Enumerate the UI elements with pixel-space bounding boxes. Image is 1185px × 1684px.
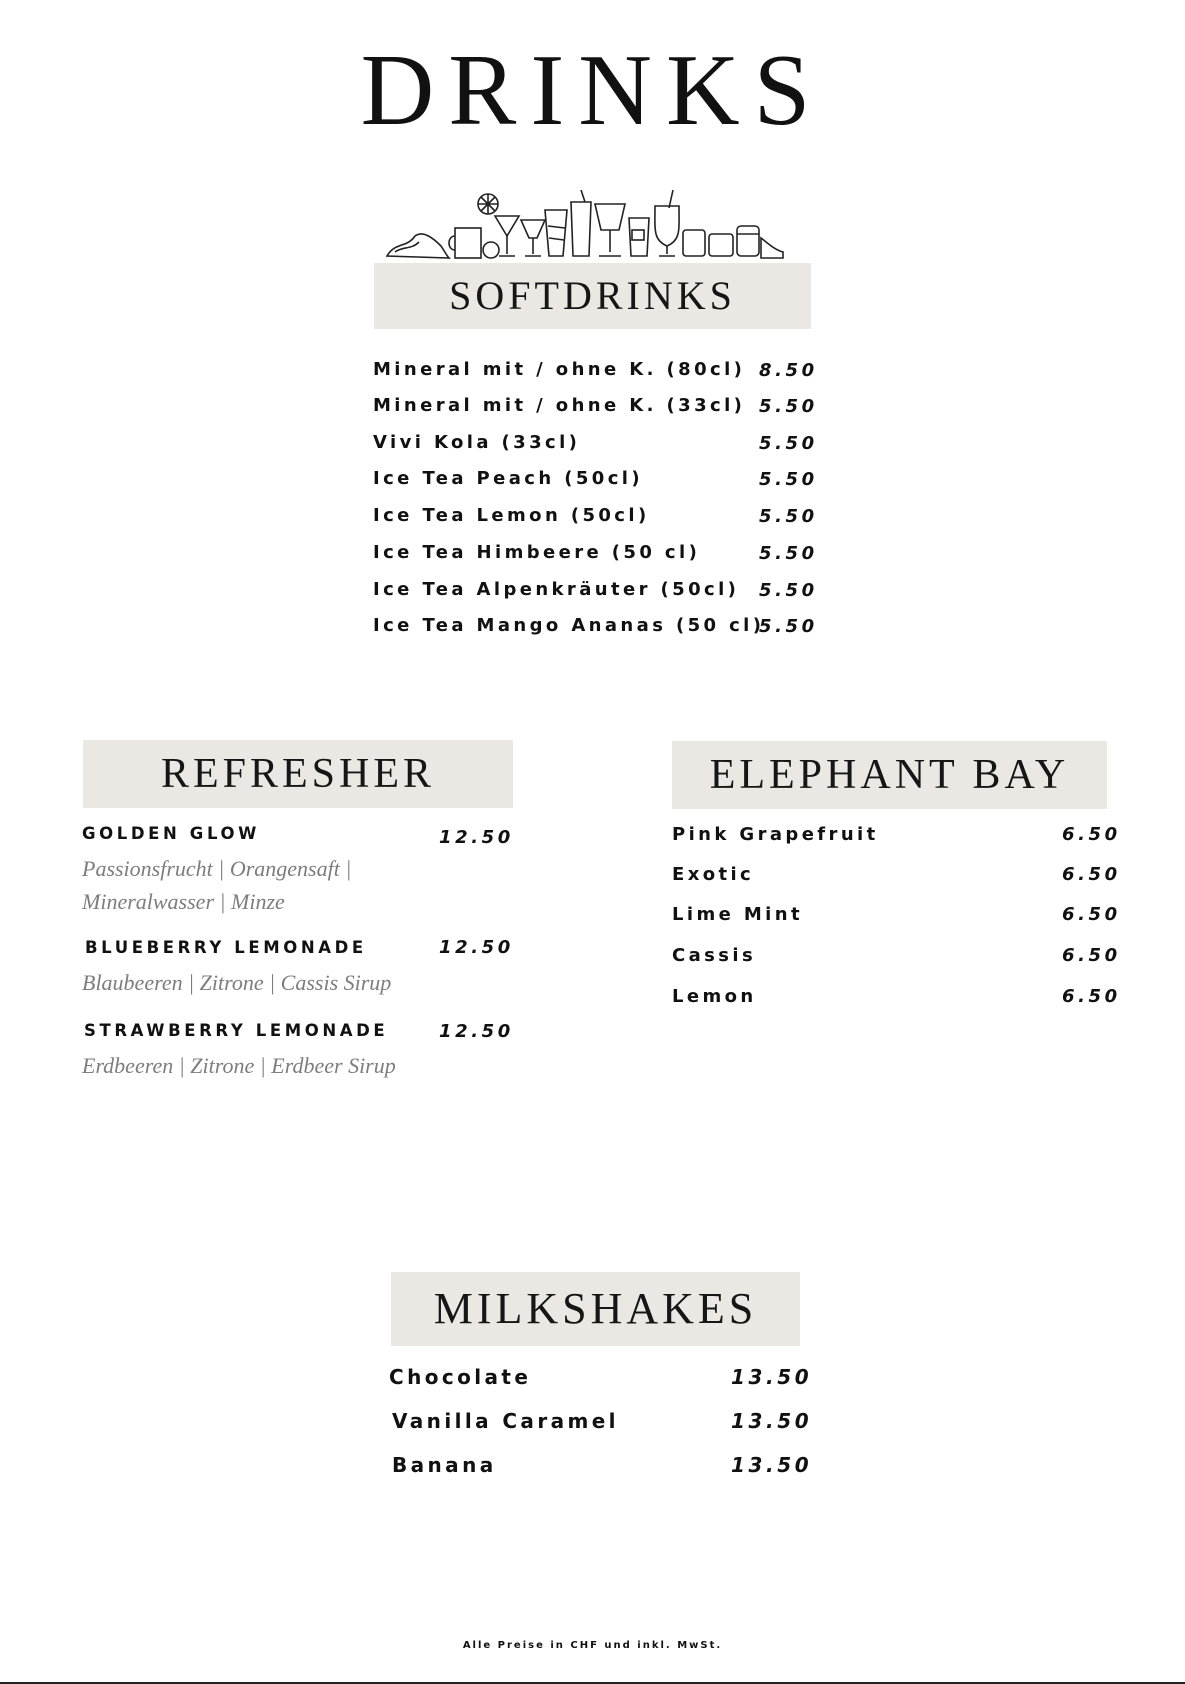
list-item-price: 6.50 <box>1062 824 1121 845</box>
list-item-name: Vanilla Caramel <box>392 1409 619 1433</box>
list-item-name: Ice Tea Peach (50cl) <box>373 468 643 489</box>
list-item-name: Exotic <box>672 864 755 885</box>
list-item-price: 5.50 <box>759 506 818 527</box>
list-item-description: Passionsfrucht | Orangensaft | <box>82 856 352 881</box>
list-item-name: Ice Tea Alpenkräuter (50cl) <box>373 579 740 600</box>
list-item-description: Mineralwasser | Minze <box>82 889 285 914</box>
list-item-price: 6.50 <box>1062 904 1121 925</box>
list-item-name: Ice Tea Mango Ananas (50 cl) <box>373 615 765 636</box>
list-item-price: 12.50 <box>439 937 514 958</box>
list-item-price: 12.50 <box>439 827 514 848</box>
milkshakes-heading: MILKSHAKES <box>391 1272 800 1346</box>
list-item-price: 6.50 <box>1062 864 1121 885</box>
list-item-price: 12.50 <box>439 1021 514 1042</box>
list-item-price: 6.50 <box>1062 945 1121 966</box>
list-item-price: 5.50 <box>759 580 818 601</box>
list-item-name: Lemon <box>672 986 757 1007</box>
list-item-name: Chocolate <box>389 1365 532 1389</box>
list-item-name: Mineral mit / ohne K. (80cl) <box>373 359 746 380</box>
list-item-price: 5.50 <box>759 396 818 417</box>
list-item-price: 5.50 <box>759 616 818 637</box>
softdrinks-heading: SOFTDRINKS <box>374 263 811 329</box>
list-item-name: Lime Mint <box>672 904 803 925</box>
list-item-name: Pink Grapefruit <box>672 824 879 845</box>
list-item-name: Banana <box>392 1453 497 1477</box>
page-title: DRINKS <box>360 34 825 147</box>
list-item-price: 8.50 <box>759 360 818 381</box>
refresher-heading: REFRESHER <box>83 740 513 808</box>
footer-note: Alle Preise in CHF und inkl. MwSt. <box>462 1640 723 1651</box>
list-item-price: 5.50 <box>759 543 818 564</box>
list-item-name: STRAWBERRY LEMONADE <box>84 1021 389 1040</box>
list-item-name: GOLDEN GLOW <box>82 824 260 843</box>
list-item-price: 5.50 <box>759 433 818 454</box>
list-item-name: Mineral mit / ohne K. (33cl) <box>373 395 746 416</box>
list-item-description: Erdbeeren | Zitrone | Erdbeer Sirup <box>82 1053 396 1078</box>
list-item-name: BLUEBERRY LEMONADE <box>85 938 367 957</box>
list-item-price: 13.50 <box>731 1409 813 1433</box>
list-item-name: Ice Tea Lemon (50cl) <box>373 505 650 526</box>
elephant-bay-heading: ELEPHANT BAY <box>672 741 1107 809</box>
glassware-sketch-icon <box>385 190 785 262</box>
list-item-name: Vivi Kola (33cl) <box>373 432 581 453</box>
list-item-price: 6.50 <box>1062 986 1121 1007</box>
list-item-price: 5.50 <box>759 469 818 490</box>
list-item-name: Ice Tea Himbeere (50 cl) <box>373 542 701 563</box>
list-item-name: Cassis <box>672 945 757 966</box>
list-item-description: Blaubeeren | Zitrone | Cassis Sirup <box>82 970 392 995</box>
list-item-price: 13.50 <box>731 1365 813 1389</box>
list-item-price: 13.50 <box>731 1453 813 1477</box>
